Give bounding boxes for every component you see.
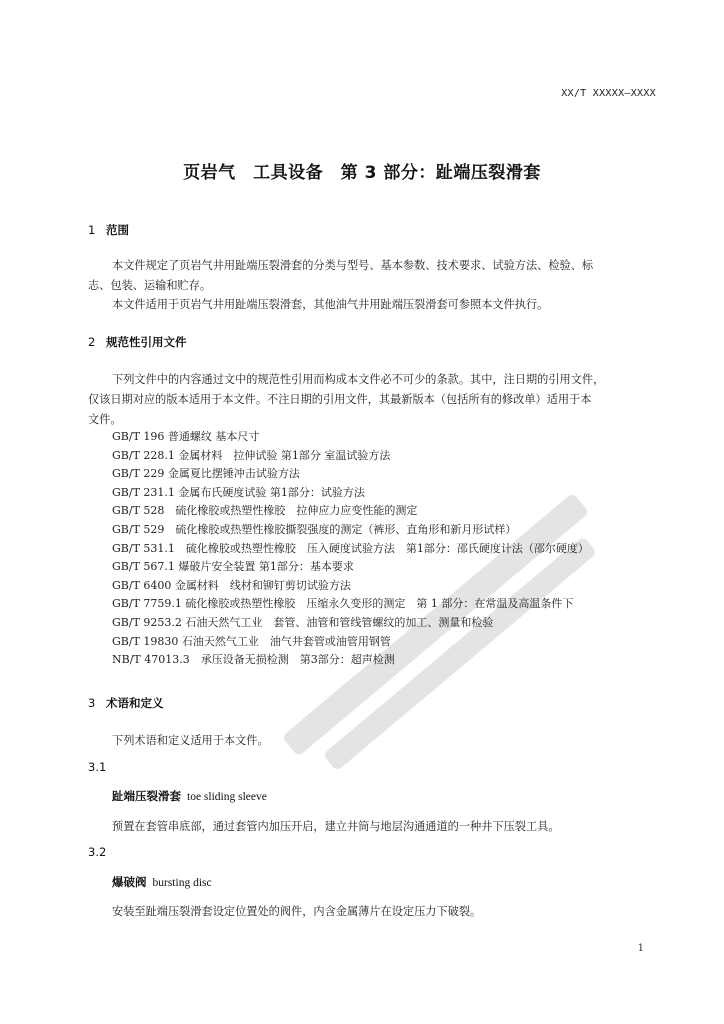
reference-item: GB/T 7759.1 硫化橡胶或热塑性橡胶 压缩永久变形的测定 第 1 部分：在常温及高温条件下 <box>112 597 574 611</box>
scope-paragraph-1-line-1: 本文件规定了页岩气井用趾端压裂滑套的分类与型号、基本参数、技术要求、试验方法、检验、标 <box>112 259 594 272</box>
reference-item: GB/T 229 金属夏比摆锤冲击试验方法 <box>112 467 300 481</box>
reference-item: GB/T 528 硫化橡胶或热塑性橡胶 拉伸应力应变性能的测定 <box>112 504 418 518</box>
term-3-1-english: toe sliding sleeve <box>187 791 267 803</box>
section-3-heading <box>88 695 164 711</box>
reference-item: GB/T 531.1 硫化橡胶或热塑性橡胶 压入硬度试验方法 第1部分：邵氏硬度计法（邵尔硬度） <box>112 541 589 555</box>
term-3-1-chinese: 趾端压裂滑套 <box>112 789 181 803</box>
reference-item: GB/T 567.1 爆破片安全装置 第1部分：基本要求 <box>112 560 354 574</box>
term-3-2-chinese: 爆破阀 <box>112 875 147 889</box>
section-2-title: 规范性引用文件 <box>106 335 187 349</box>
section-3-title: 术语和定义 <box>106 696 164 710</box>
section-2-heading <box>88 334 187 350</box>
section-1-title: 范围 <box>106 223 129 237</box>
scope-paragraph-2: 本文件适用于页岩气井用趾端压裂滑套，其他油气井用趾端压裂滑套可参照本文件执行。 <box>112 298 549 311</box>
document-code: XX/T XXXXX—XXXX <box>561 88 656 99</box>
references-intro-line-2: 仅该日期对应的版本适用于本文件。不注日期的引用文件，其最新版本（包括所有的修改单）适用于本 <box>88 393 592 406</box>
reference-item: GB/T 19830 石油天然气工业 油气井套管或油管用钢管 <box>112 634 391 648</box>
reference-item: GB/T 228.1 金属材料 拉伸试验 第1部分 室温试验方法 <box>112 448 391 462</box>
term-3-1-number: 3.1 <box>88 760 107 774</box>
term-3-2-definition: 安装至趾端压裂滑套设定位置处的阀件，内含金属薄片在设定压力下破裂。 <box>112 905 482 918</box>
section-2-intro <box>88 370 656 430</box>
reference-item: GB/T 196 普通螺纹 基本尺寸 <box>112 430 260 443</box>
scope-paragraph-1-line-2: 志、包装、运输和贮存。 <box>88 279 212 292</box>
section-3-number: 3 <box>88 696 96 710</box>
section-1-heading <box>88 222 129 238</box>
section-1-body <box>88 256 656 314</box>
reference-list <box>112 428 589 670</box>
term-3-2 <box>112 874 212 890</box>
section-2-number: 2 <box>88 335 96 349</box>
terms-intro: 下列术语和定义适用于本文件。 <box>112 734 269 747</box>
section-1-number: 1 <box>88 223 96 237</box>
reference-item: GB/T 529 硫化橡胶或热塑性橡胶撕裂强度的测定（裤形、直角形和新月形试样） <box>112 522 517 536</box>
page-number: 1 <box>637 943 644 954</box>
reference-item: GB/T 231.1 金属布氏硬度试验 第1部分：试验方法 <box>112 485 365 499</box>
references-intro-line-3: 文件。 <box>88 413 122 426</box>
reference-item: NB/T 47013.3 承压设备无损检测 第3部分：超声检测 <box>112 653 395 667</box>
document-title: 页岩气 工具设备 第 3 部分：趾端压裂滑套 <box>183 163 541 183</box>
term-3-1-definition: 预置在套管串底部，通过套管内加压开启，建立井筒与地层沟通通道的一种井下压裂工具。 <box>112 820 560 833</box>
reference-item: GB/T 6400 金属材料 线材和铆钉剪切试验方法 <box>112 578 351 592</box>
term-3-2-number: 3.2 <box>88 845 107 859</box>
references-intro-line-1: 下列文件中的内容通过文中的规范性引用而构成本文件必不可少的条款。其中，注日期的引用文件， <box>112 373 605 386</box>
term-3-1 <box>112 788 267 804</box>
term-3-2-english: bursting disc <box>152 877 212 889</box>
reference-item: GB/T 9253.2 石油天然气工业 套管、油管和管线管螺纹的加工、测量和检验 <box>112 615 494 629</box>
